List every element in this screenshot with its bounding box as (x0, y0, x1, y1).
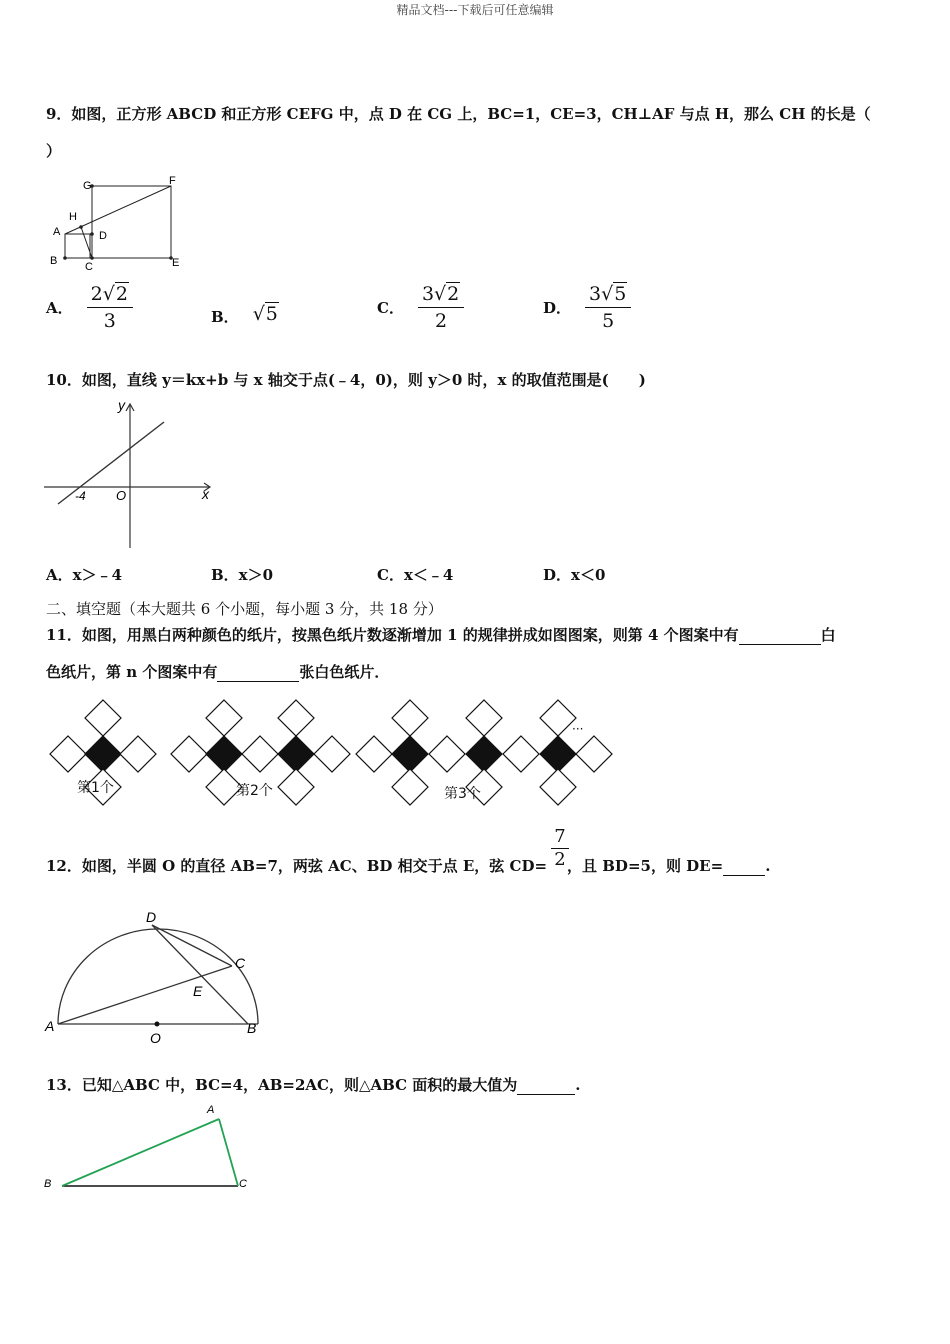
label-b: B (247, 1020, 257, 1036)
q9-option-d[interactable] (543, 283, 631, 332)
center-o (155, 1022, 160, 1027)
side-ab (62, 1119, 219, 1186)
q10-option-a[interactable]: A．x＞﹣4 (46, 566, 123, 584)
line-y-kx-b (58, 422, 164, 504)
q10-option-c[interactable]: C．x＜﹣4 (377, 566, 454, 584)
point-d (90, 232, 94, 236)
pattern-ellipsis: ··· (572, 722, 584, 736)
caption-1: 第1个 (77, 780, 114, 796)
label-c: C (235, 955, 246, 971)
section-heading: 二、填空题（本大题共 6 个小题，每小题 3 分，共 18 分） (46, 600, 443, 618)
answer-blank[interactable] (739, 626, 821, 645)
option-label: D． (543, 299, 572, 317)
answer-blank[interactable] (217, 663, 299, 682)
label-d: D (146, 909, 157, 925)
label-origin: O (116, 488, 127, 503)
label-x: x (202, 486, 209, 502)
label-a: A (207, 1104, 215, 1116)
label-h: H (69, 211, 77, 223)
label-c: C (85, 261, 93, 272)
label-d: D (99, 230, 107, 242)
q12-fraction: 7 2 (551, 826, 569, 870)
option-label: A． (46, 299, 73, 317)
q11-line2: 色纸片，第 n 个图案中有 张白色纸片． (46, 663, 390, 681)
label-c: C (239, 1178, 247, 1190)
q10-option-b[interactable]: B．x＞0 (211, 566, 274, 584)
label-a: A (53, 226, 61, 238)
label-b: B (50, 255, 58, 267)
label-e: E (193, 983, 203, 999)
q12-text: 12．如图，半圆 O 的直径 AB=7，两弦 AC、BD 相交于点 E，弦 CD= ，且 BD=5，则 DE= . (46, 857, 771, 875)
q9-figure (46, 172, 196, 272)
side-ac (219, 1119, 238, 1186)
caption-3: 第3个 (444, 786, 481, 802)
label-a: A (45, 1018, 55, 1034)
chord-ac (58, 966, 232, 1024)
label-e: E (172, 257, 180, 269)
square-cefg (92, 186, 171, 258)
q11-line1: 11．如图，用黑白两种颜色的纸片，按黑色纸片数逐渐增加 1 的规律拼成如图图案，则第 4 个图案中有 白 (46, 626, 836, 644)
point-h (79, 225, 83, 229)
q9-option-b[interactable] (211, 303, 279, 327)
label-f: F (169, 175, 176, 187)
page-header: 精品文档---下载后可任意编辑 (396, 3, 554, 17)
semicircle (58, 929, 258, 1024)
q13-figure (42, 1100, 257, 1196)
q10-text: 10．如图，直线 y＝kx+b 与 x 轴交于点(﹣4，0)，则 y＞0 时，x 的取值范围是( ) (46, 371, 646, 389)
option-label: B． (211, 307, 239, 326)
q12-figure (44, 905, 262, 1045)
q10-figure (44, 396, 219, 552)
fraction: $\frac{3√2}{2}$ (418, 283, 464, 332)
point-c (90, 256, 94, 260)
q11-figure (46, 696, 646, 806)
fraction: $\frac{2√2}{3}$ (87, 283, 133, 332)
label-g: G (83, 180, 92, 192)
q10-option-d[interactable]: D．x＜0 (543, 566, 606, 584)
q9-text-line1: 9．如图，正方形 ABCD 和正方形 CEFG 中，点 D 在 CG 上，BC=1，CE=3，CH⊥AF 与点 H，那么 CH 的长是（ (46, 105, 871, 123)
pattern-3 (356, 700, 612, 805)
square-abcd (65, 234, 90, 258)
label-b: B (44, 1178, 52, 1190)
chord-bd (152, 925, 248, 1024)
answer-blank[interactable] (723, 857, 765, 876)
label-y: y (118, 397, 125, 413)
caption-2: 第2个 (236, 783, 273, 799)
point-b (63, 256, 67, 260)
q9-option-a[interactable] (46, 283, 133, 332)
answer-blank[interactable] (517, 1076, 575, 1095)
q9-text-line2: ） (46, 142, 62, 160)
chord-cd (152, 925, 232, 966)
option-label: C． (377, 299, 404, 317)
fraction: $\frac{3√5}{5}$ (585, 283, 631, 332)
q9-option-c[interactable] (377, 283, 464, 332)
label-neg4: -4 (75, 489, 86, 503)
sqrt-value: √5 (252, 303, 278, 325)
label-o: O (150, 1030, 161, 1045)
q13-text: 13．已知△ABC 中，BC=4，AB=2AC，则△ABC 面积的最大值为 . (46, 1076, 581, 1094)
